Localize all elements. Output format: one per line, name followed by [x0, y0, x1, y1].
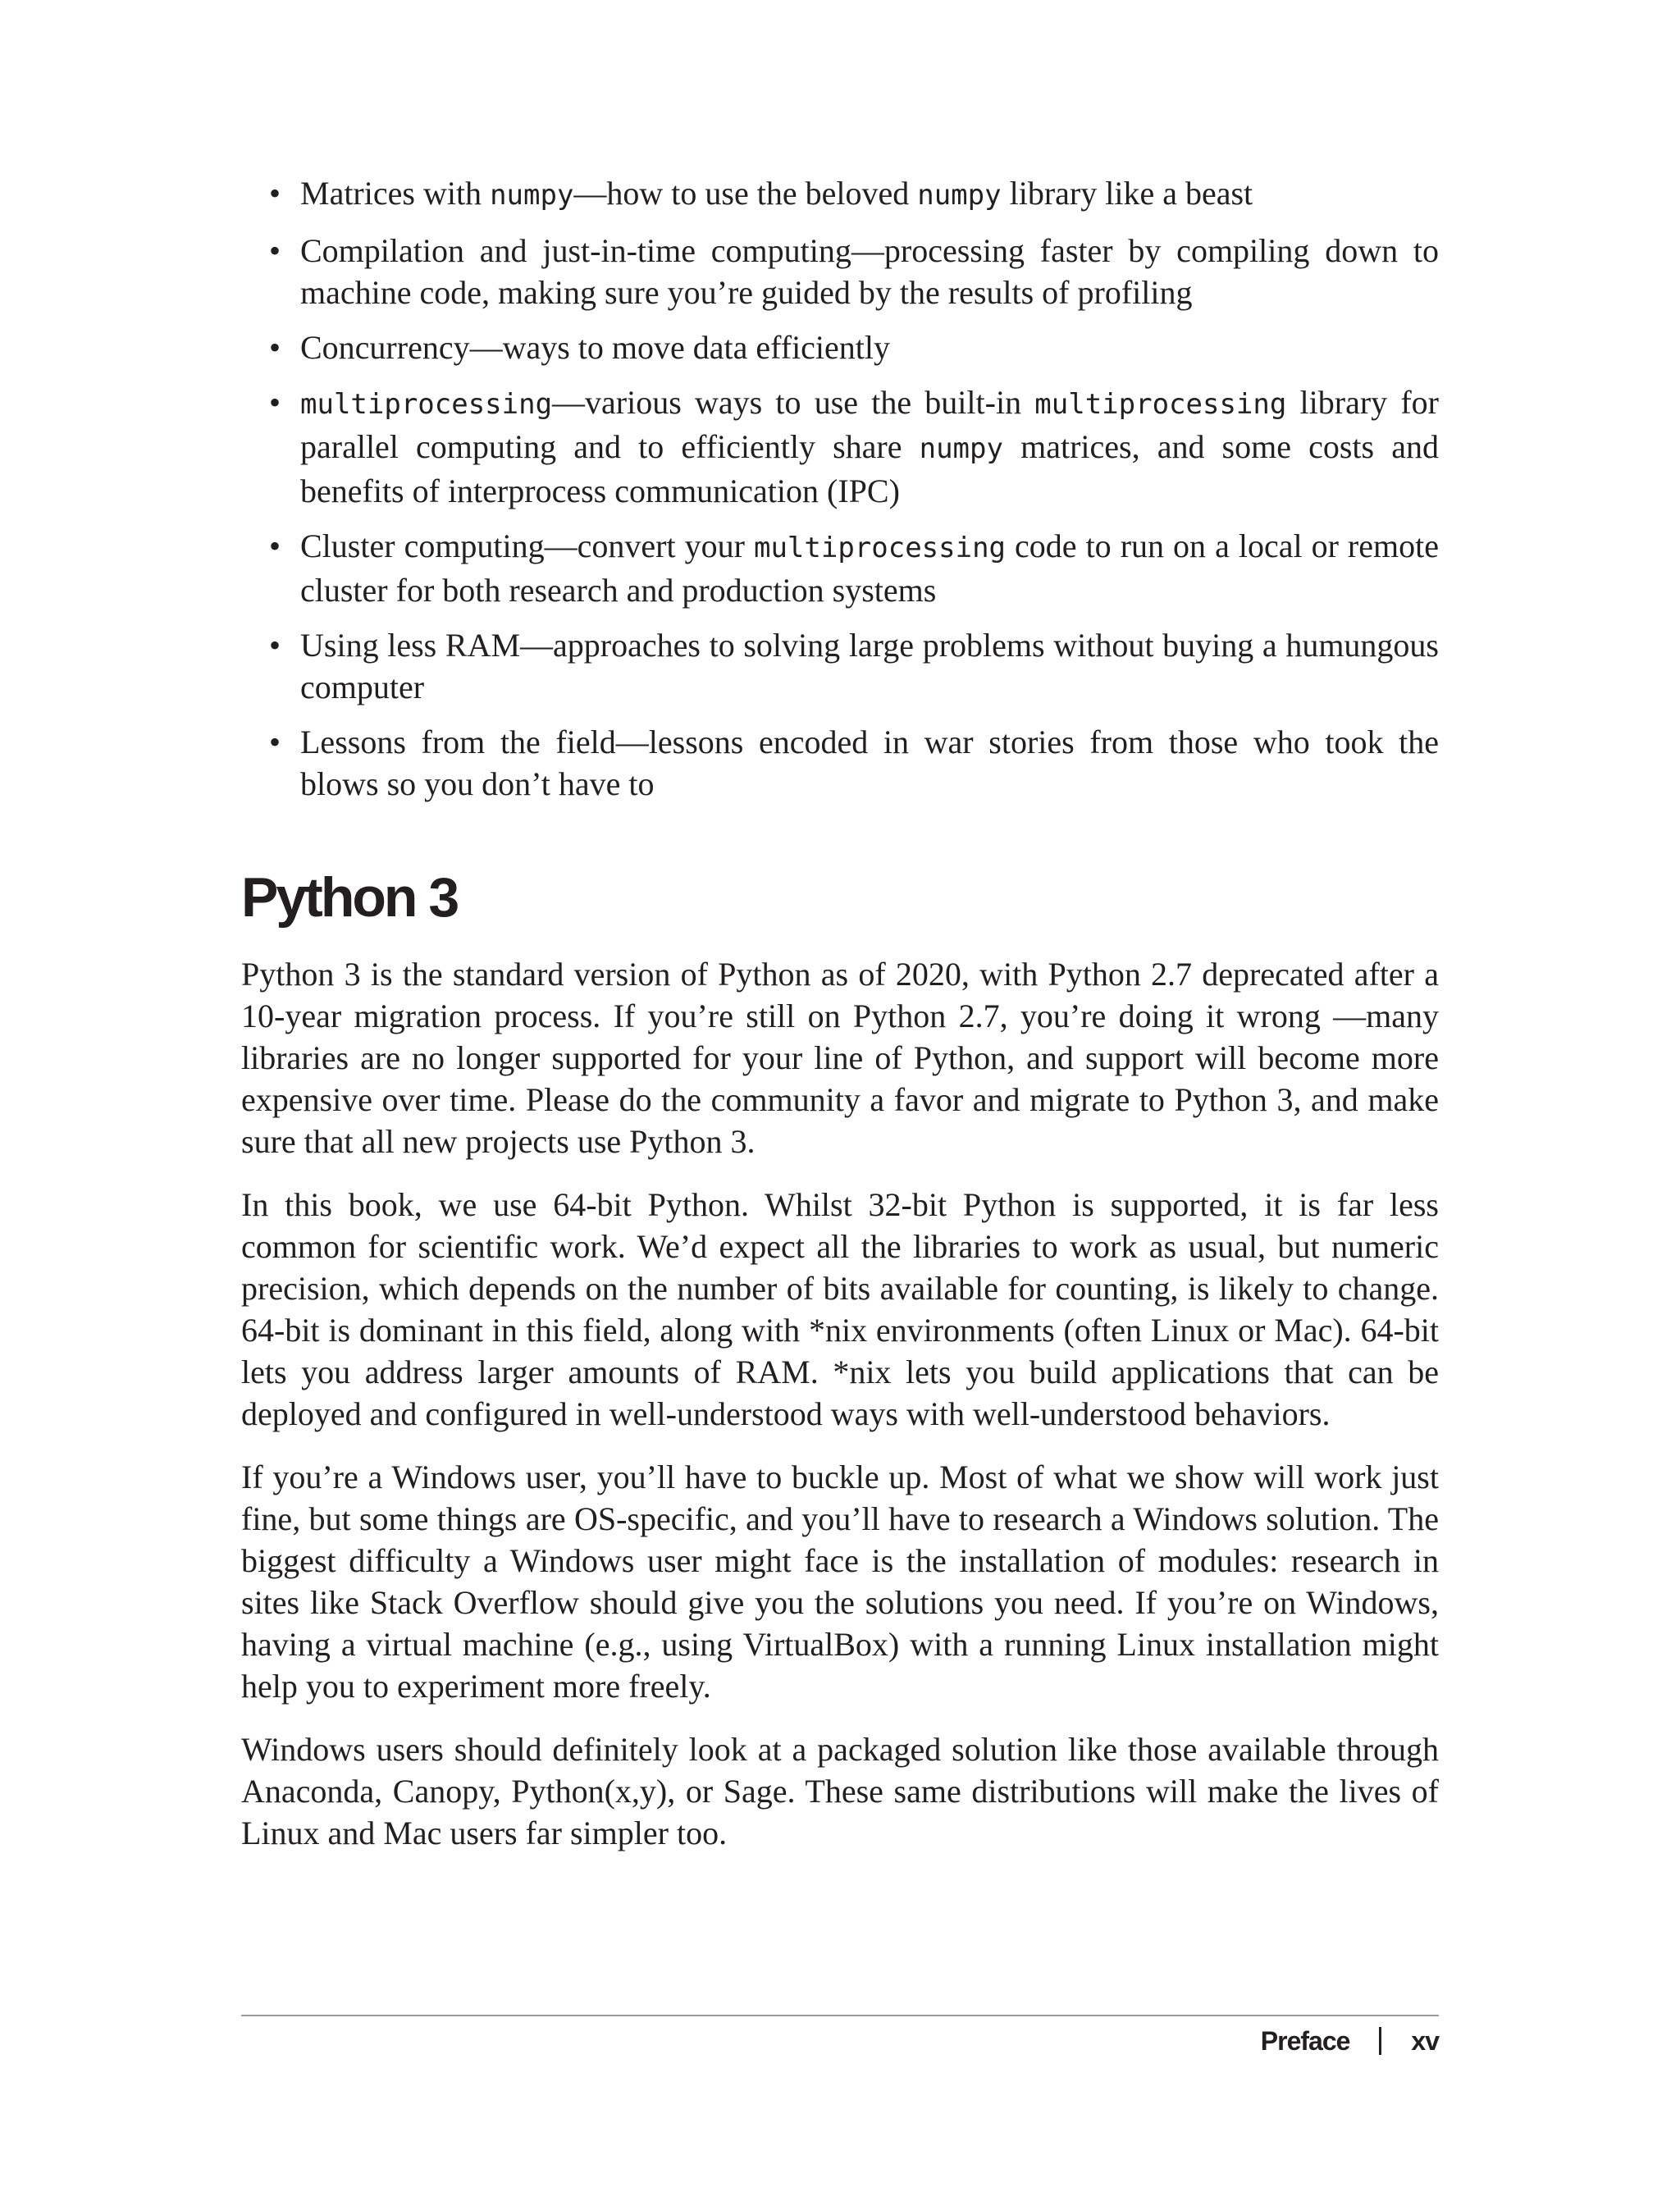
bullet-text: library for parallel computing and to efficiently share	[300, 384, 1439, 465]
footer-rule	[241, 2015, 1439, 2016]
bullet-text: —various ways to use the built-in	[552, 384, 1035, 421]
paragraph: In this book, we use 64-bit Python. Whilst 32-bit Python is supported, it is far less common for scientific work. We’d expect all the libraries to work as usual, but numeric precision, which depends on the number of bits available for counting, is likely to change. 64-bit is dominant in this field, along with *nix environments (often Linux or Mac). 64-bit lets you address larger amounts of RAM. *nix lets you build applications that can be deployed and configured in well-understood ways with well-understood behaviors.	[241, 1185, 1439, 1432]
page-number: xv	[1411, 2026, 1439, 2056]
section-heading: Python 3	[241, 866, 458, 929]
inline-code: numpy	[490, 179, 574, 212]
bullet-marker: •	[269, 175, 281, 212]
bullet-text: matrices, and some costs and benefits of interprocess communication (IPC)	[300, 428, 1439, 509]
inline-code: numpy	[919, 432, 1003, 465]
footer-section-label: Preface	[1260, 2026, 1350, 2056]
bullet-text: Concurrency—ways to move data efficiently	[300, 329, 891, 366]
bullet-text: Compilation and just-in-time computing—processing faster by compiling down to machine code, making sure you’re guided by the results of profiling	[300, 232, 1439, 311]
bullet-text: code to run on a local or remote cluster for both research and production systems	[300, 527, 1439, 609]
page-body	[241, 172, 1439, 1875]
paragraph: Windows users should definitely look at a packaged solution like those available through Anaconda, Canopy, Python(x,y), or Sage. These same distributions will make the lives of Linux and Mac users far simpler too.	[241, 1730, 1439, 1851]
bullet-text: Matrices with	[300, 175, 491, 212]
bullet-marker: •	[269, 527, 281, 564]
bullet-list	[241, 172, 1439, 805]
page-footer	[241, 2026, 1439, 2057]
paragraph: Python 3 is the standard version of Python as of 2020, with Python 2.7 deprecated after a 10-year migration process. If you’re still on Python 2.7, you’re doing it wrong —many libraries are no longer supported for your line of Python, and support will become more expensive over time. Please do the community a favor and migrate to Python 3, and make sure that all new projects use Python 3.	[241, 955, 1439, 1160]
bullet-item	[241, 624, 1439, 708]
paragraph: If you’re a Windows user, you’ll have to buckle up. Most of what we show will work just fine, but some things are OS-specific, and you’ll have to research a Windows solution. The biggest difficulty a Windows user might face is the installation of modules: research in sites like Stack Overflow should give you the solutions you need. If you’re on Windows, having a virtual machine (e.g., using VirtualBox) with a running Linux installation might help you to experiment more freely.	[241, 1458, 1439, 1705]
bullet-text: Lessons from the field—lessons encoded in war stories from those who took the blows so you don’t have to	[300, 724, 1439, 802]
bullet-marker: •	[269, 329, 281, 366]
bullet-text: library like a beast	[1001, 175, 1253, 212]
bullet-text: Using less RAM—approaches to solving large problems without buying a humungous computer	[300, 627, 1439, 705]
bullet-item	[241, 721, 1439, 805]
bullet-marker: •	[269, 724, 281, 760]
bullet-text: —how to use the beloved	[573, 175, 918, 212]
bullet-marker: •	[269, 232, 281, 269]
inline-code: multiprocessing	[300, 388, 553, 421]
bullet-item	[241, 230, 1439, 313]
bullet-item	[241, 381, 1439, 512]
bullet-marker: •	[269, 627, 281, 664]
inline-code: numpy	[917, 179, 1002, 212]
bullet-marker: •	[269, 384, 281, 421]
bullet-text: Cluster computing—convert your	[300, 527, 754, 564]
bullet-item	[241, 525, 1439, 611]
inline-code: multiprocessing	[753, 532, 1007, 564]
inline-code: multiprocessing	[1034, 388, 1287, 421]
footer-separator	[1379, 2027, 1381, 2055]
bullet-item	[241, 172, 1439, 217]
bullet-item	[241, 326, 1439, 368]
